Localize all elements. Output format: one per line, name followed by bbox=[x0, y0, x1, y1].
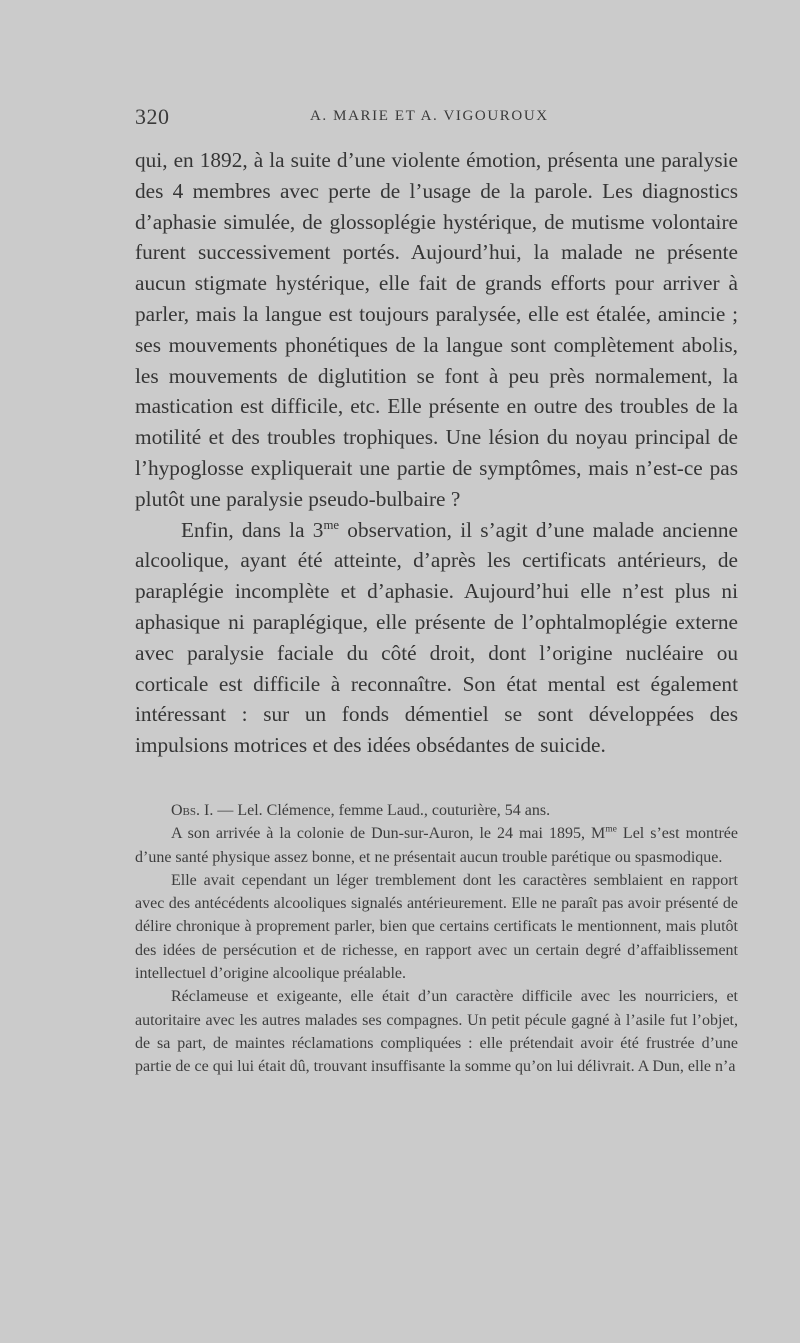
note-paragraph-1-rest: Lel s’est montrée d’une santé physique assez bonne, et ne présentait aucun trouble parétique ou spasmodique. bbox=[135, 825, 738, 866]
observation-notes bbox=[135, 799, 738, 1079]
note-paragraph-1-start: A son arrivée à la colonie de Dun-sur-Auron, le 24 mai 1895, M bbox=[171, 825, 606, 843]
note-heading bbox=[135, 799, 738, 822]
main-text bbox=[135, 145, 738, 761]
running-title: A. MARIE ET A. VIGOUROUX bbox=[310, 108, 549, 124]
running-head bbox=[135, 104, 738, 128]
paragraph-2-rest: observation, il s’agit d’une malade ancienne alcoolique, ayant été atteinte, d’après les certificats antérieurs, de paraplégie incomplète et d’aphasie. Aujourd’hui elle n’est plus ni aphasique ni paraplégique, elle présente de l’ophtalmoplégie externe avec paralysie faciale du côté droit, dont l’origine nucléaire ou corticale est difficile à reconnaître. Son état mental est également intéressant : sur un fonds démentiel se sont développées des impulsions motrices et des idées obsédantes de suicide. bbox=[135, 517, 738, 758]
page-number: 320 bbox=[135, 104, 170, 129]
observation-subject: — Lel. Clémence, femme Laud., couturière, 54 ans. bbox=[213, 802, 551, 819]
paragraph-2 bbox=[135, 515, 738, 761]
paragraph-1: qui, en 1892, à la suite d’une violente émotion, présenta une paralysie des 4 membres avec perte de l’usage de la parole. Les diagnostics d’aphasie simulée, de glossoplégie hystérique, de mutisme volontaire furent successivement portés. Aujourd’hui, la malade ne présente aucun stigmate hystérique, elle fait de grands efforts pour arriver à parler, mais la langue est toujours paralysée, elle est étalée, amincie ; ses mouvements phonétiques de la langue sont complètement abolis, les mouvements de diglutition se font à peu près normalement, la mastication est difficile, etc. Elle présente en outre des troubles de la motilité et des troubles trophiques. Une lésion du noyau principal de l’hypoglosse expliquerait une partie de symptômes, mais n’est-ce pas plutôt une paralysie pseudo-bulbaire ? bbox=[135, 148, 738, 511]
note-paragraph-1 bbox=[135, 822, 738, 869]
ordinal-superscript: me bbox=[323, 517, 340, 532]
observation-label: Obs. I. bbox=[171, 802, 214, 819]
note-paragraph-3: Réclameuse et exigeante, elle était d’un caractère difficile avec les nourriciers, et autoritaire avec les autres malades ses compagnes. Un petit pécule gagné à l’asile fut l’objet, de sa part, de maintes réclamations compliquées : elle prétendait avoir été frustrée d’une partie de ce qui lui était dû, trouvant insuffisante la somme qu’on lui délivrait. A Dun, elle n’a bbox=[135, 988, 738, 1076]
title-superscript: me bbox=[605, 823, 617, 835]
paragraph-2-start: Enfin, dans la 3 bbox=[181, 517, 324, 542]
note-paragraph-2: Elle avait cependant un léger tremblement dont les caractères semblaient en rapport avec des antécédents alcooliques signalés antérieurement. Elle ne paraît pas avoir présenté de délire chronique à proprement parler, bien que certains certificats le mentionnent, mais plutôt des idées de persécution et de richesse, en rapport avec un certain degré d’affaiblissement intellectuel d’origine alcoolique préalable. bbox=[135, 871, 738, 983]
